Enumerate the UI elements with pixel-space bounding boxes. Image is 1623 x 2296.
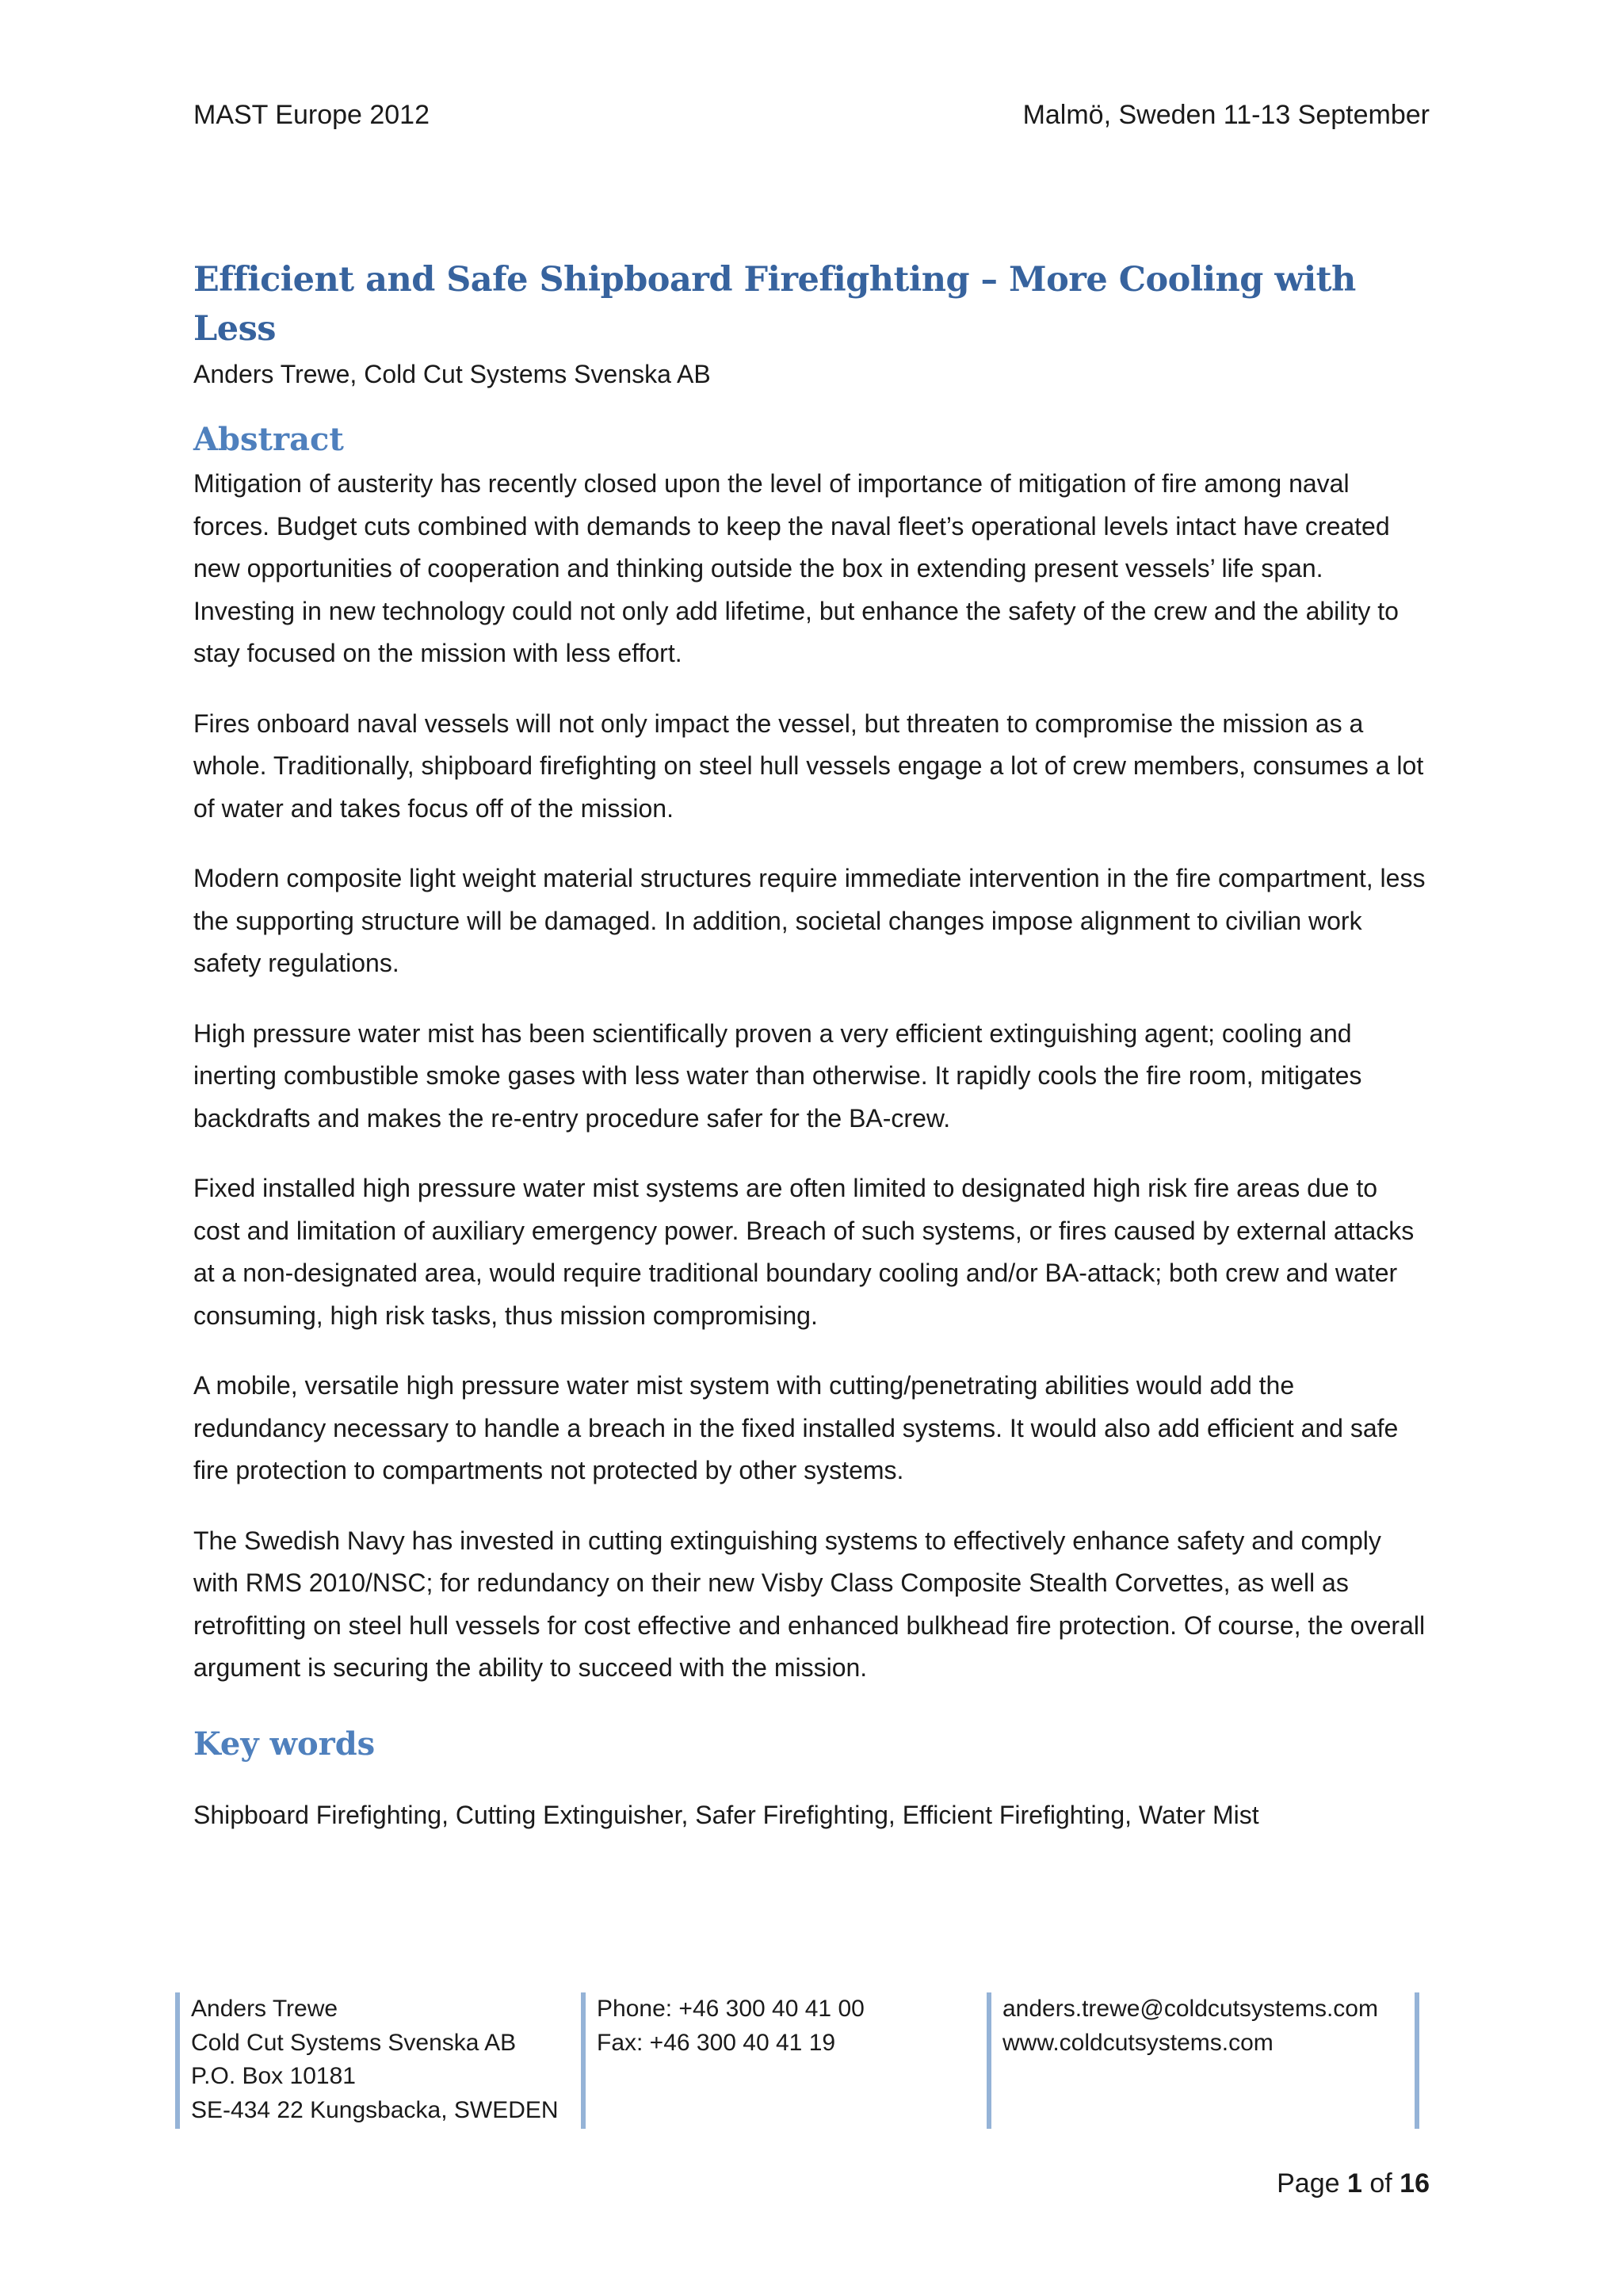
- contact-phone: Phone: +46 300 40 41 00: [597, 1996, 865, 2022]
- contact-email-link[interactable]: anders.trewe@coldcutsystems.com: [1002, 1996, 1378, 2022]
- contact-company: Cold Cut Systems Svenska AB: [191, 2029, 517, 2056]
- keywords-list: Shipboard Firefighting, Cutting Extinguisher, Safer Firefighting, Efficient Firefighting, Water Mist: [193, 1800, 1259, 1829]
- abstract-paragraph: A mobile, versatile high pressure water mist system with cutting/penetrating abilities would add the redundancy necessary to handle a breach in the fixed installed systems. It would also add efficient and safe fire protection to compartments not protected by other systems.: [193, 1371, 1399, 1484]
- contact-po-box: P.O. Box 10181: [191, 2063, 356, 2089]
- contact-address: SE-434 22 Kungsbacka, SWEDEN: [191, 2096, 559, 2123]
- abstract-paragraph: Fixed installed high pressure water mist systems are often limited to designated high risk fire areas due to cost and limitation of auxiliary emergency power. Breach of such systems, or fires caused by external attacks at a non-designated area, would require traditional boundary cooling and/or BA-attack; both crew and water consuming, high risk tasks, thus mission compromising.: [193, 1174, 1415, 1330]
- running-header: [193, 95, 1430, 135]
- page-total: 16: [1400, 2168, 1430, 2199]
- contact-fax: Fax: +46 300 40 41 19: [597, 2029, 836, 2056]
- main-content: [193, 255, 1430, 1836]
- footer-divider: [175, 1992, 180, 2129]
- page-label: Page: [1277, 2168, 1340, 2199]
- footer-divider: [987, 1992, 991, 2129]
- contact-name: Anders Trewe: [191, 1996, 338, 2022]
- contact-phone-block: [581, 1992, 987, 2129]
- page-number: [1277, 2164, 1430, 2203]
- author-affiliation: Anders Trewe, Cold Cut Systems Svenska AB: [193, 360, 711, 388]
- contact-web-block: [987, 1992, 1419, 2129]
- abstract-body: [193, 463, 1430, 1690]
- page-of: of: [1369, 2168, 1392, 2199]
- abstract-paragraph: Fires onboard naval vessels will not only impact the vessel, but threaten to compromise the mission as a whole. Traditionally, shipboard firefighting on steel hull vessels engage a lot of crew members, consumes a lot of water and takes focus off of the mission.: [193, 709, 1424, 823]
- contact-footer: [175, 1992, 1419, 2129]
- conference-location-date: Malmö, Sweden 11-13 September: [1022, 100, 1430, 130]
- abstract-paragraph: High pressure water mist has been scientifically proven a very efficient extinguishing agent; cooling and inerting combustible smoke gases with less water than otherwise. It rapidly cools the fire room, mitigates backdrafts and makes the re-entry procedure safer for the BA-crew.: [193, 1018, 1362, 1133]
- keywords-heading: Key words: [193, 1725, 376, 1763]
- page-current: 1: [1346, 2168, 1362, 2199]
- abstract-paragraph: Mitigation of austerity has recently closed upon the level of importance of mitigation of fire among naval forces. Budget cuts combined with demands to keep the naval fleet’s operational levels intact have created new opportunities of cooperation and thinking outside the box in extending present vessels’ life span. Investing in new technology could not only add lifetime, but enhance the safety of the crew and the ability to stay focused on the mission with less effort.: [193, 469, 1399, 667]
- abstract-paragraph: The Swedish Navy has invested in cutting extinguishing systems to effectively enhance safety and comply with RMS 2010/NSC; for redundancy on their new Visby Class Composite Stealth Corvettes, as well as retrofitting on steel hull vessels for cost effective and enhanced bulkhead fire protection. Of course, the overall argument is securing the ability to succeed with the mission.: [193, 1526, 1426, 1682]
- abstract-paragraph: Modern composite light weight material structures require immediate intervention in the fire compartment, less the supporting structure will be damaged. In addition, societal changes impose alignment to civilian work safety regulations.: [193, 864, 1426, 977]
- paper-title: Efficient and Safe Shipboard Firefighting – More Cooling with Less: [193, 260, 1356, 349]
- contact-address-block: [175, 1992, 581, 2129]
- footer-divider: [1415, 1992, 1419, 2129]
- abstract-heading: Abstract: [193, 421, 344, 458]
- contact-website-link[interactable]: www.coldcutsystems.com: [1002, 2029, 1274, 2056]
- conference-name: MAST Europe 2012: [193, 100, 430, 130]
- footer-divider: [581, 1992, 586, 2129]
